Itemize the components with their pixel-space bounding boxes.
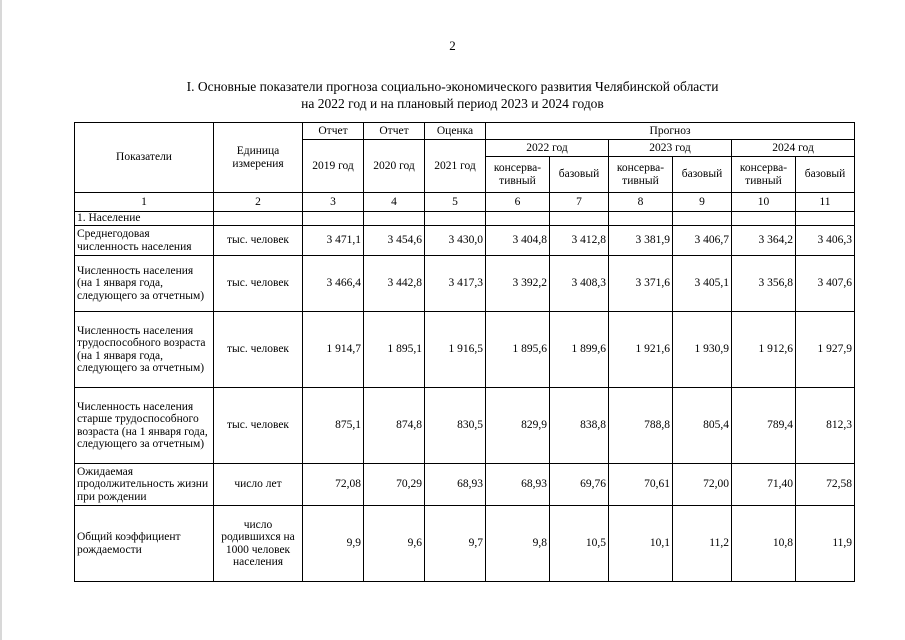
cell-value: 11,2 <box>673 506 732 582</box>
cell-value: 72,00 <box>673 464 732 506</box>
row-label: Численность населения старше трудоспособного возраста (на 1 января года, следующего за отчетным) <box>75 388 214 464</box>
cell-value: 3 466,4 <box>303 256 364 312</box>
cell-value: 3 412,8 <box>550 226 609 256</box>
cell-value: 71,40 <box>732 464 796 506</box>
header-indicators: Показатели <box>75 123 214 193</box>
row-unit: тыс. человек <box>214 388 303 464</box>
cell-value: 875,1 <box>303 388 364 464</box>
col-number: 1 <box>75 193 214 212</box>
header-conservative-2023: консерва-тивный <box>609 157 673 193</box>
col-number: 10 <box>732 193 796 212</box>
row-unit: тыс. человек <box>214 226 303 256</box>
header-year-2021: 2021 год <box>425 140 486 193</box>
cell-value: 69,76 <box>550 464 609 506</box>
table-row <box>75 312 855 388</box>
cell-value: 70,61 <box>609 464 673 506</box>
header-conservative-2024: консерва-тивный <box>732 157 796 193</box>
cell-value: 3 430,0 <box>425 226 486 256</box>
cell-value: 9,9 <box>303 506 364 582</box>
section-row <box>75 212 855 226</box>
header-year-2022: 2022 год <box>486 140 609 157</box>
cell-value: 3 407,6 <box>796 256 855 312</box>
cell-value: 9,8 <box>486 506 550 582</box>
cell-value: 3 381,9 <box>609 226 673 256</box>
table-row <box>75 388 855 464</box>
cell-value: 812,3 <box>796 388 855 464</box>
forecast-table <box>74 122 855 582</box>
header-unit: Единица измерения <box>214 123 303 193</box>
page-number: 2 <box>449 38 456 53</box>
cell-value: 805,4 <box>673 388 732 464</box>
cell-value: 874,8 <box>364 388 425 464</box>
cell-value: 1 927,9 <box>796 312 855 388</box>
header-estimate: Оценка <box>425 123 486 140</box>
cell-value: 9,6 <box>364 506 425 582</box>
cell-value: 1 895,1 <box>364 312 425 388</box>
cell-value: 3 471,1 <box>303 226 364 256</box>
cell-value: 838,8 <box>550 388 609 464</box>
cell-value: 3 371,6 <box>609 256 673 312</box>
cell-value: 72,58 <box>796 464 855 506</box>
cell-value: 3 417,3 <box>425 256 486 312</box>
cell-value: 3 454,6 <box>364 226 425 256</box>
col-number: 2 <box>214 193 303 212</box>
header-year-2020: 2020 год <box>364 140 425 193</box>
cell-value: 11,9 <box>796 506 855 582</box>
cell-value: 10,5 <box>550 506 609 582</box>
cell-value: 68,93 <box>425 464 486 506</box>
section-title: 1. Население <box>75 212 214 226</box>
table-row <box>75 226 855 256</box>
header-year-2023: 2023 год <box>609 140 732 157</box>
cell-value: 3 364,2 <box>732 226 796 256</box>
cell-value: 789,4 <box>732 388 796 464</box>
cell-value: 1 916,5 <box>425 312 486 388</box>
row-unit: тыс. человек <box>214 256 303 312</box>
header-year-2024: 2024 год <box>732 140 855 157</box>
cell-value: 3 392,2 <box>486 256 550 312</box>
col-number: 11 <box>796 193 855 212</box>
col-number: 9 <box>673 193 732 212</box>
table-row <box>75 464 855 506</box>
header-conservative-2022: консерва-тивный <box>486 157 550 193</box>
header-report-2019: Отчет <box>303 123 364 140</box>
cell-value: 830,5 <box>425 388 486 464</box>
row-label: Среднегодовая численность населения <box>75 226 214 256</box>
table-row <box>75 256 855 312</box>
cell-value: 10,1 <box>609 506 673 582</box>
title-line-2: на 2022 год и на плановый период 2023 и 2024 годов <box>301 96 604 111</box>
cell-value: 1 899,6 <box>550 312 609 388</box>
header-base-2022: базовый <box>550 157 609 193</box>
cell-value: 3 356,8 <box>732 256 796 312</box>
cell-value: 68,93 <box>486 464 550 506</box>
header-forecast: Прогноз <box>486 123 855 140</box>
cell-value: 829,9 <box>486 388 550 464</box>
row-label: Общий коэффициент рождаемости <box>75 506 214 582</box>
cell-value: 3 405,1 <box>673 256 732 312</box>
row-label: Численность населения трудоспособного возраста (на 1 января года, следующего за отчетным) <box>75 312 214 388</box>
col-number: 3 <box>303 193 364 212</box>
cell-value: 1 914,7 <box>303 312 364 388</box>
col-number: 7 <box>550 193 609 212</box>
col-number: 6 <box>486 193 550 212</box>
col-number: 4 <box>364 193 425 212</box>
table-row <box>75 506 855 582</box>
row-unit: тыс. человек <box>214 312 303 388</box>
cell-value: 72,08 <box>303 464 364 506</box>
header-year-2019: 2019 год <box>303 140 364 193</box>
row-unit: число лет <box>214 464 303 506</box>
header-base-2023: базовый <box>673 157 732 193</box>
cell-value: 3 406,3 <box>796 226 855 256</box>
cell-value: 1 930,9 <box>673 312 732 388</box>
cell-value: 70,29 <box>364 464 425 506</box>
cell-value: 3 406,7 <box>673 226 732 256</box>
header-base-2024: базовый <box>796 157 855 193</box>
cell-value: 3 408,3 <box>550 256 609 312</box>
title-line-1: I. Основные показатели прогноза социально-экономического развития Челябинской области <box>186 79 719 94</box>
cell-value: 10,8 <box>732 506 796 582</box>
cell-value: 788,8 <box>609 388 673 464</box>
cell-value: 1 895,6 <box>486 312 550 388</box>
col-number: 8 <box>609 193 673 212</box>
document-title <box>0 78 905 112</box>
cell-value: 3 404,8 <box>486 226 550 256</box>
row-label: Численность населения (на 1 января года, следующего за отчетным) <box>75 256 214 312</box>
col-number: 5 <box>425 193 486 212</box>
column-number-row <box>75 193 855 212</box>
header-report-2020: Отчет <box>364 123 425 140</box>
cell-value: 9,7 <box>425 506 486 582</box>
cell-value: 1 921,6 <box>609 312 673 388</box>
row-unit: число родившихся на 1000 человек населения <box>214 506 303 582</box>
cell-value: 1 912,6 <box>732 312 796 388</box>
cell-value: 3 442,8 <box>364 256 425 312</box>
row-label: Ожидаемая продолжительность жизни при рождении <box>75 464 214 506</box>
